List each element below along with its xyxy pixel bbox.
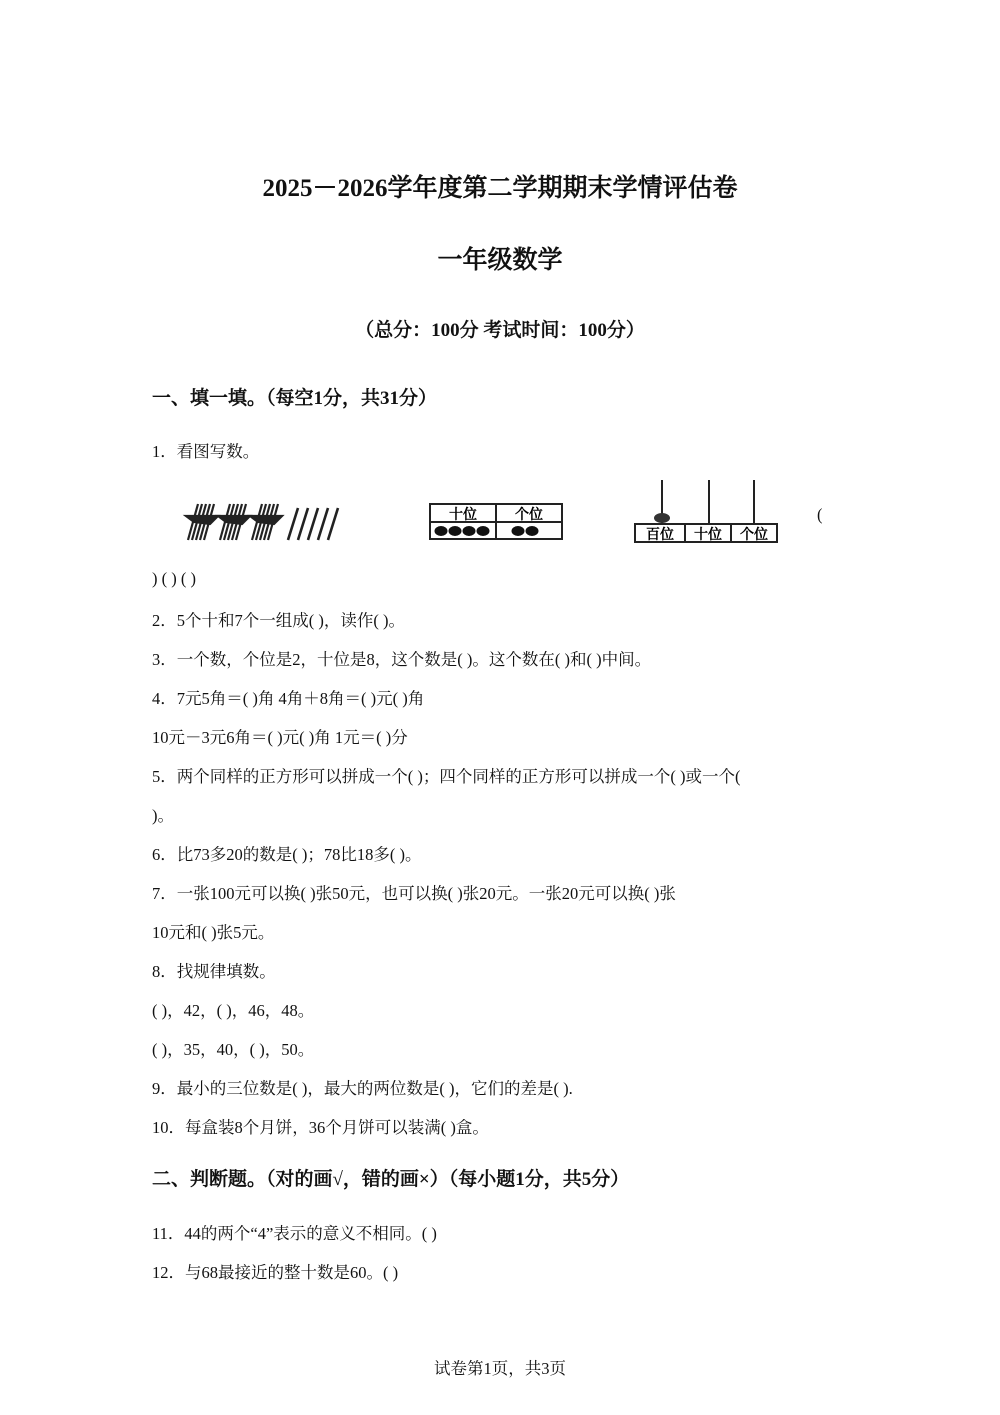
q1-trailing-paren: ( [817, 505, 823, 524]
abacus-ones-label: 个位 [740, 527, 768, 543]
section-1-heading: 一、填一填。（每空1分，共31分） [152, 388, 438, 409]
question-5-line-2: )。 [152, 806, 174, 825]
ones-beads [512, 526, 539, 536]
question-12: 12．与68最接近的整十数是60。( ) [152, 1263, 399, 1282]
question-8-sequence-1: ( )，42，( )，46，48。 [152, 1001, 315, 1020]
stick-bundle [218, 504, 250, 540]
stick-bundle [250, 504, 282, 540]
question-1: 1．看图写数。 [152, 442, 260, 461]
tens-beads [435, 526, 490, 536]
exam-info: （总分：100分 考试时间：100分） [355, 320, 645, 341]
section-2-heading: 二、判断题。（对的画√，错的画×）（每小题1分，共5分） [152, 1169, 630, 1190]
place-value-chart [429, 503, 564, 541]
hundreds-label: 百位 [646, 527, 674, 543]
abacus [632, 478, 780, 544]
question-10: 10．每盒装8个月饼，36个月饼可以装满( )盒。 [152, 1118, 489, 1137]
question-11: 11．44的两个“4”表示的意义不相同。( ) [152, 1224, 437, 1243]
question-7-line-1: 7．一张100元可以换( )张50元，也可以换( )张20元。一张20元可以换( )张 [152, 884, 676, 903]
q1-answer-blanks: ) ( ) ( ) [152, 569, 196, 588]
question-8: 8．找规律填数。 [152, 962, 276, 981]
exam-subject: 一年级数学 [437, 247, 563, 274]
question-7-line-2: 10元和( )张5元。 [152, 923, 275, 942]
page-footer: 试卷第1页，共3页 [434, 1359, 566, 1378]
question-8-sequence-2: ( )，35，40，( )，50。 [152, 1040, 315, 1059]
question-3: 3．一个数，个位是2，十位是8，这个数是( )。这个数在( )和( )中间。 [152, 650, 652, 669]
loose-sticks [288, 508, 338, 540]
question-6: 6．比73多20的数是( )；78比18多( )。 [152, 845, 422, 864]
tens-label: 十位 [449, 507, 477, 523]
question-9: 9．最小的三位数是( )，最大的两位数是( )，它们的差是( ). [152, 1079, 573, 1098]
question-2: 2．5个十和7个一组成( )，读作( )。 [152, 611, 405, 630]
exam-title: 2025－2026学年度第二学期期末学情评估卷 [262, 175, 738, 202]
question-4-line-1: 4．7元5角＝( )角 4角＋8角＝( )元( )角 [152, 689, 425, 708]
stick-bundles-figure [180, 498, 355, 546]
abacus-tens-label: 十位 [694, 527, 722, 543]
ones-label: 个位 [515, 507, 543, 523]
stick-bundle [186, 504, 218, 540]
question-5-line-1: 5．两个同样的正方形可以拼成一个( )；四个同样的正方形可以拼成一个( )或一个( [152, 767, 741, 786]
question-4-line-2: 10元－3元6角＝( )元( )角 1元＝( )分 [152, 728, 408, 747]
abacus-bead [654, 513, 670, 523]
